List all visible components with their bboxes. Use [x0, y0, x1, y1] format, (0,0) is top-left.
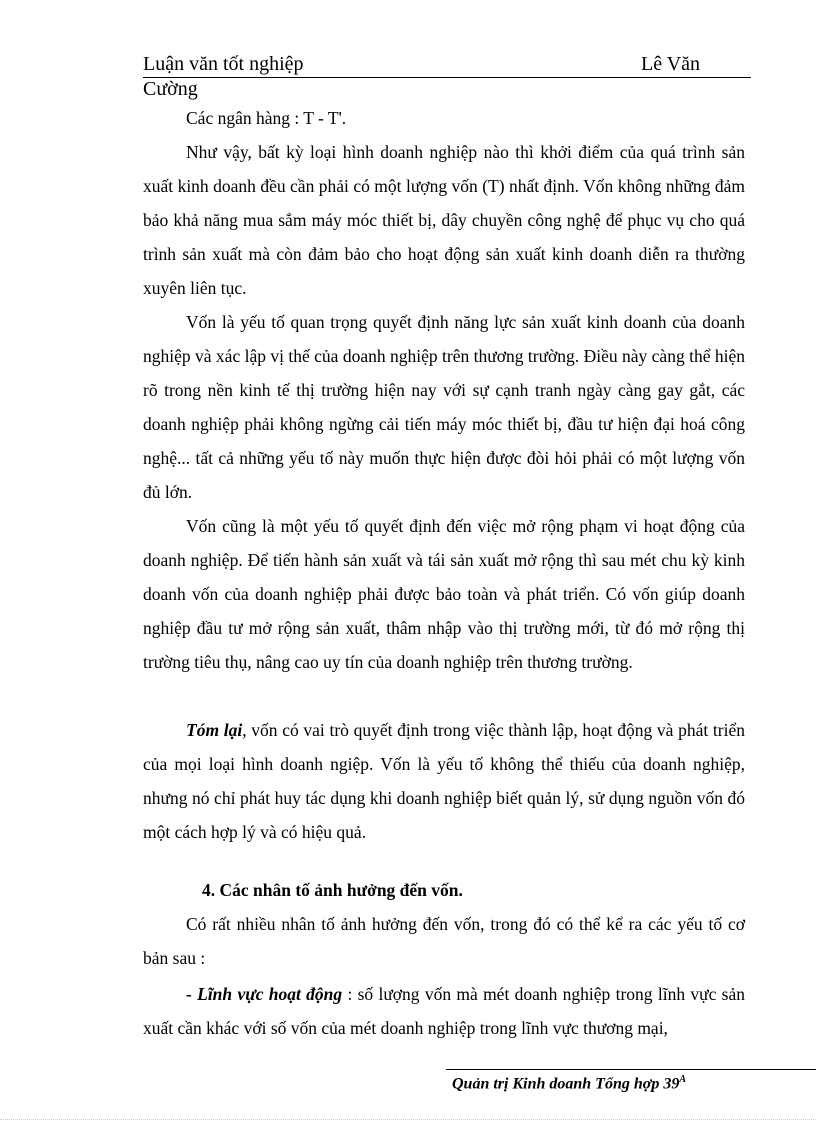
- paragraph-banks: Các ngân hàng : T - T'.: [186, 108, 347, 128]
- paragraph-summary: [143, 713, 745, 849]
- section-title: 4. Các nhân tố ảnh hưởng đến vốn.: [202, 880, 463, 900]
- paragraph-capital-importance: Vốn là yếu tố quan trọng quyết định năng lực sản xuất kinh doanh của doanh nghiệp và xác lập vị thế của doanh nghiệp trên thương trường. Điều này càng thể hiện rõ trong nền kinh tế thị trường hiện nay với sự cạnh tranh ngày càng gay gắt, các doanh nghiệp phải không ngừng cải tiến máy móc thiết bị, đầu tư hiện đại hoá công nghệ... tất cả những yếu tố này muốn thực hiện được đòi hỏi phải có một lượng vốn đủ lớn.: [143, 312, 745, 502]
- header-author: Lê Văn: [641, 53, 701, 75]
- field-text: : số lượng vốn mà mét doanh nghiệp trong lĩnh vực sản xuất cần khác với số vốn của mét doanh nghiệp trong lĩnh vực thương mại,: [143, 984, 745, 1038]
- footer-superscript: A: [679, 1074, 687, 1085]
- field-lead: - Lĩnh vực hoạt động: [186, 984, 343, 1004]
- paragraph-capital-start: Như vậy, bất kỳ loại hình doanh nghiệp nào thì khởi điểm của quá trình sản xuất kinh doanh đều cần phải có một lượng vốn (T) nhất định. Vốn không những đảm bảo khả năng mua sắm máy móc thiết bị, dây chuyền công nghệ để phục vụ cho quá trình sản xuất mà còn đảm bảo cho hoạt động sản xuất kinh doanh diễn ra thường xuyên liên tục.: [143, 142, 745, 298]
- summary-lead: Tóm lại: [186, 720, 243, 740]
- page-header: [143, 51, 751, 78]
- header-title: Luận văn tốt nghiệp: [143, 53, 304, 75]
- page-footer: [452, 1074, 686, 1093]
- page-bottom-rule: [0, 1119, 816, 1120]
- summary-text: , vốn có vai trò quyết định trong việc thành lập, hoạt động và phát triển của mọi loại hình doanh ngiệp. Vốn là yếu tố không thể thiếu của doanh nghiệp, nhưng nó chỉ phát huy tác dụng khi doanh nghiệp biết quản lý, sử dụng nguồn vốn đó một cách hợp lý và có hiệu quả.: [143, 720, 745, 842]
- paragraph-field: [143, 977, 745, 1045]
- paragraph-capital-expansion: Vốn cũng là một yếu tố quyết định đến việc mở rộng phạm vi hoạt động của doanh nghiệp. Để tiến hành sản xuất và tái sản xuất mở rộng thì sau mét chu kỳ kinh doanh vốn của doanh nghiệp phải được bảo toàn và phát triển. Có vốn giúp doanh nghiệp đầu tư mở rộng sản xuất, thâm nhập vào thị trường mới, từ đó mở rộng thị trường tiêu thụ, nâng cao uy tín của doanh nghiệp trên thương trường.: [143, 516, 745, 672]
- paragraph-factors: Có rất nhiều nhân tố ảnh hưởng đến vốn, trong đó có thể kể ra các yếu tố cơ bản sau :: [143, 914, 745, 968]
- footer-text: Quản trị Kinh doanh Tổng hợp 39: [452, 1075, 680, 1093]
- header-author-wrap: Cường: [143, 78, 198, 100]
- footer-divider: [446, 1069, 816, 1070]
